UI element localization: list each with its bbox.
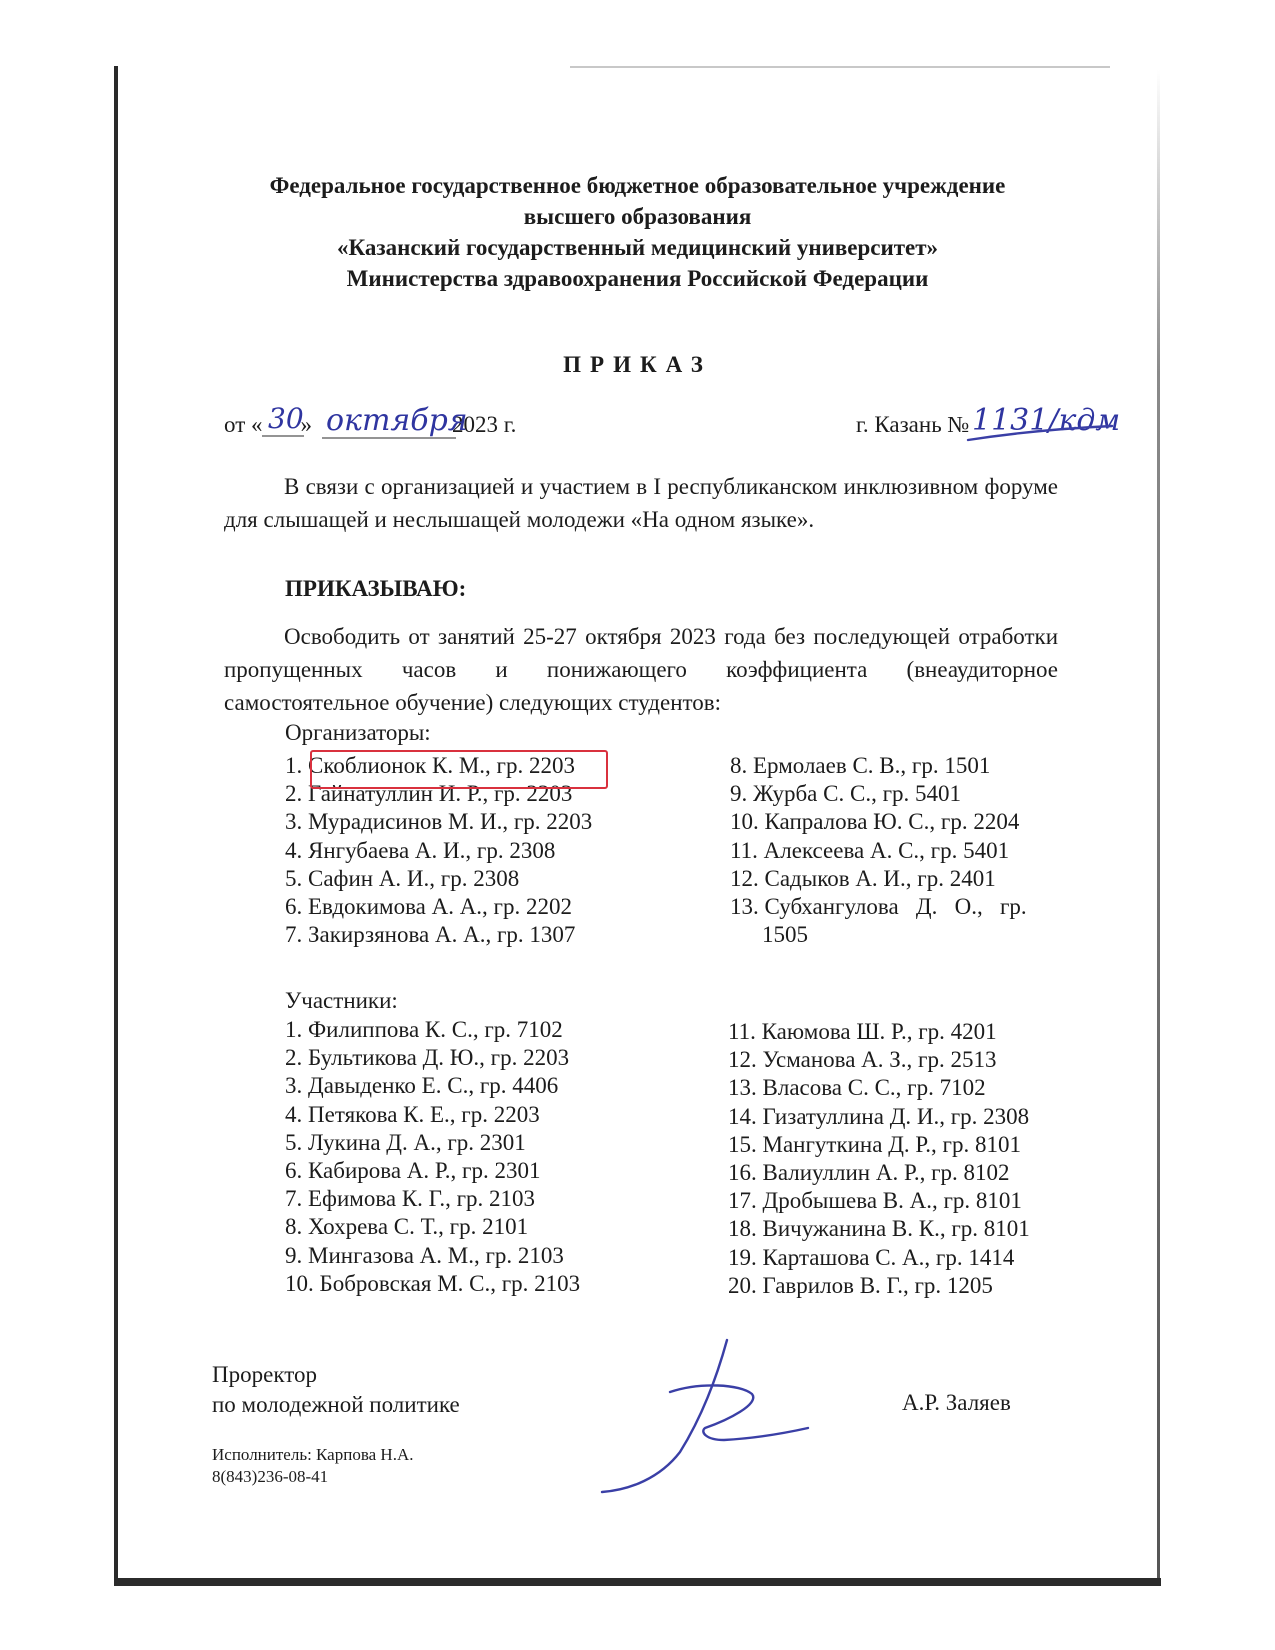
list-item: 10. Капралова Ю. С., гр. 2204 xyxy=(730,809,1020,835)
handwritten-month: октября xyxy=(326,403,468,438)
list-item: 10. Бобровская М. С., гр. 2103 xyxy=(285,1270,581,1296)
city-label: г. Казань № xyxy=(856,412,970,437)
list-item: 8. Ермолаев С. В., гр. 1501 xyxy=(730,753,991,778)
list-item: 3. Мурадисинов М. И., гр. 2203 xyxy=(285,809,593,835)
highlight-box xyxy=(310,750,608,789)
list-item: 8. Хохрева С. Т., гр. 2101 xyxy=(285,1214,529,1240)
signatory-position-line-2: по молодежной политике xyxy=(212,1392,460,1417)
handwritten-order-number: 1131/кдм xyxy=(972,403,1121,438)
participants-list-left xyxy=(285,1016,580,1298)
handwritten-day: 30 xyxy=(268,402,304,435)
date-prefix: от « xyxy=(224,412,263,437)
organizers-list-right xyxy=(730,752,1019,893)
intro-paragraph: В связи с организацией и участием в I республиканском инклюзивном форуме для слышащей и неслышащей молодежи «На одном языке». xyxy=(224,474,1058,532)
list-item: 2. Гайнатуллин И. Р., гр. 2203 xyxy=(285,781,573,807)
list-item: 20. Гаврилов В. Г., гр. 1205 xyxy=(728,1272,993,1298)
list-item: 9. Мингазова А. М., гр. 2103 xyxy=(285,1242,564,1268)
list-item: 5. Сафин А. И., гр. 2308 xyxy=(285,865,520,891)
list-item: 6. Кабирова А. Р., гр. 2301 xyxy=(285,1158,541,1184)
header-line-4: Министерства здравоохранения Российской Федерации xyxy=(346,266,929,291)
signatory-name: А.Р. Заляев xyxy=(902,1390,1011,1415)
list-item: 17. Дробышева В. А., гр. 8101 xyxy=(728,1188,1022,1214)
date-year: 2023 г. xyxy=(452,412,517,437)
list-item: 18. Вичужанина В. К., гр. 8101 xyxy=(728,1216,1030,1242)
list-item: 4. Петякова К. Е., гр. 2203 xyxy=(285,1101,540,1127)
organizers-heading: Организаторы: xyxy=(285,720,431,745)
executor-phone: 8(843)236-08-41 xyxy=(212,1467,329,1486)
list-item: 1. Скоблионок К. М., гр. 2203 xyxy=(285,753,575,778)
date-mid: » xyxy=(300,412,312,437)
list-item: 7. Закирзянова А. А., гр. 1307 xyxy=(285,922,576,948)
list-item: 11. Алексеева А. С., гр. 5401 xyxy=(730,837,1010,863)
list-item: 5. Лукина Д. А., гр. 2301 xyxy=(285,1129,526,1155)
list-item: 13. Власова С. С., гр. 7102 xyxy=(728,1075,986,1101)
list-item: 12. Садыков А. И., гр. 2401 xyxy=(730,865,996,891)
list-item: 4. Янгубаева А. И., гр. 2308 xyxy=(285,837,556,863)
list-item: 16. Валиуллин А. Р., гр. 8102 xyxy=(728,1160,1010,1186)
participants-list-right xyxy=(728,1018,1030,1300)
document-title: ПРИКАЗ xyxy=(563,352,712,377)
list-item: 6. Евдокимова А. А., гр. 2202 xyxy=(285,894,572,920)
list-item: 9. Журба С. С., гр. 5401 xyxy=(730,781,962,807)
executor-name: Исполнитель: Карпова Н.А. xyxy=(212,1445,414,1464)
order-word: ПРИКАЗЫВАЮ: xyxy=(285,576,467,601)
list-item: 11. Каюмова Ш. Р., гр. 4201 xyxy=(728,1019,997,1044)
list-item: 14. Гизатуллина Д. И., гр. 2308 xyxy=(728,1103,1030,1129)
organizer-13-line-2: 1505 xyxy=(762,922,808,947)
list-item: 1. Филиппова К. С., гр. 7102 xyxy=(285,1017,563,1042)
participants-heading: Участники: xyxy=(285,988,398,1013)
organizer-13-line-1: 13. Субхангулова Д. О., гр. xyxy=(730,894,1027,919)
signature-icon xyxy=(602,1340,808,1492)
order-paragraph: Освободить от занятий 25-27 октября 2023 года без последующей отработки пропущенных часов и понижающего коэффициента (внеаудиторное самостоятельное обучение) следующих студентов: xyxy=(224,624,1058,715)
header-line-2: высшего образования xyxy=(523,204,752,229)
signatory-position-line-1: Проректор xyxy=(212,1362,317,1387)
list-item: 15. Мангуткина Д. Р., гр. 8101 xyxy=(728,1131,1021,1157)
header-line-3: «Казанский государственный медицинский университет» xyxy=(336,235,939,260)
list-item: 19. Карташова С. А., гр. 1414 xyxy=(728,1244,1015,1270)
list-item: 2. Бультикова Д. Ю., гр. 2203 xyxy=(285,1045,570,1071)
header-line-1: Федеральное государственное бюджетное образовательное учреждение xyxy=(269,173,1006,198)
list-item: 7. Ефимова К. Г., гр. 2103 xyxy=(285,1186,536,1212)
list-item: 12. Усманова А. З., гр. 2513 xyxy=(728,1047,997,1073)
list-item: 3. Давыденко Е. С., гр. 4406 xyxy=(285,1073,559,1099)
